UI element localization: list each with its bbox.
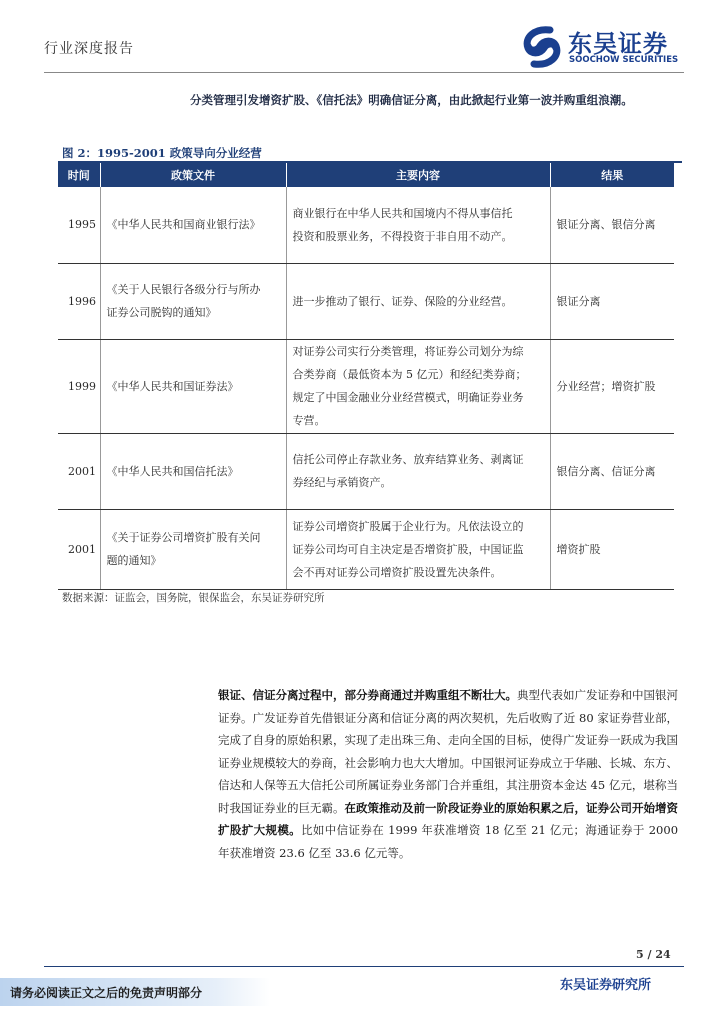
column-header-result: 结果 [550,163,674,187]
text-line: 《中华人民共和国商业银行法》 [106,218,261,232]
row-year: 2001 [58,509,100,589]
row-main-content [286,509,550,589]
text-line: 对证券公司实行分类管理，将证券公司划分为综 [292,345,524,358]
text-line: 题的通知》 [106,554,162,567]
disclaimer-text: 请务必阅读正文之后的免责声明部分 [10,986,203,1000]
text-line: 证券公司增资扩股属于企业行为。凡依法设立的 [292,519,524,533]
figure-title: 图 2：1995-2001 政策导向分业经营 [62,146,262,160]
text-line: 会不再对证券公司增资扩股设置先决条件。 [292,565,502,579]
text-line: 进一步推动了银行、证券、保险的分业经营。 [292,294,513,308]
emphasis-sentence: 银证、信证分离过程中，部分券商通过并购重组不断壮大。 [218,688,517,702]
row-policy-document [100,187,286,263]
table-row [58,187,674,263]
column-header-policy: 政策文件 [100,163,286,187]
body-paragraph [218,684,678,864]
row-main-content [286,187,550,263]
table-row [58,509,674,589]
row-result [550,509,674,589]
row-year: 1999 [58,339,100,433]
text-line: 银证分离、银信分离 [556,218,656,232]
text-line: 银证分离 [556,294,601,308]
row-policy-document [100,263,286,339]
logo-english-name: SOOCHOW SECURITIES [569,55,679,65]
row-result [550,339,674,433]
body-text-segment: 比如中信证券在 1999 年获准增资 18 亿至 21 亿元；海通证券于 2000 年获准增资 23.6 亿至 33.6 亿元等。 [218,823,679,860]
text-line: 分业经营；增资扩股 [556,379,656,393]
text-line: 《中华人民共和国证券法》 [106,379,239,393]
text-line: 《关于人民银行各级分行与所办 [106,283,261,296]
row-policy-document [100,433,286,509]
emphasis-sentence: 在政策推动及前一阶段证券业的原始积累之后，证券公司开始增资扩股扩大规模。 [218,800,678,837]
row-main-content [286,433,550,509]
row-main-content [286,339,550,433]
text-line: 投资和股票业务，不得投资于非自用不动产。 [292,229,513,243]
text-line: 证券公司脱钩的通知》 [106,306,217,319]
text-line: 商业银行在中华人民共和国境内不得从事信托 [292,206,513,220]
footer-divider [44,966,684,967]
row-year: 1995 [58,187,100,263]
row-main-content [286,263,550,339]
row-year: 2001 [58,433,100,509]
table-row [58,263,674,339]
data-source-note: 数据来源：证监会，国务院，银保监会，东吴证券研究所 [62,592,325,604]
logo-chinese-name: 东吴证券 [568,30,668,58]
text-line: 增资扩股 [556,542,601,556]
text-line: 《关于证券公司增资扩股有关问 [106,531,261,544]
row-policy-document [100,339,286,433]
policy-table [58,163,674,590]
logo-mark-icon [520,26,564,68]
row-policy-document [100,509,286,589]
company-logo [520,24,680,68]
text-line: 规定了中国金融业分业经营模式，明确证券业务 [292,391,524,404]
page-number: 5 / 24 [636,948,671,961]
text-line: 券经纪与承销资产。 [292,476,392,489]
header-divider [44,72,684,73]
text-line: 证券公司均可自主决定是否增资扩股，中国证监 [292,542,524,556]
text-line: 专营。 [292,414,326,427]
body-text-segment: 典型代表如广发证券和中国银河证券。广发证券首先借银证分离和信证分离的两次契机，先后收购了近 80 家证券营业部，完成了自身的原始积累，实现了走出珠三角、走向全国的目标，使得广发证券一跃成为我国证券业规模较大的券商，社会影响力也大大增加。中国银河证券成立于华融、长城、东方、信达和人保等五大信托公司所属证券业务部门合并重组，其注册资本金达 45 亿元，堪称当时我国证券业的巨无霸。 [218,688,678,815]
column-header-time: 时间 [58,163,100,187]
row-year: 1996 [58,263,100,339]
report-type-label: 行业深度报告 [44,41,134,57]
table-row [58,433,674,509]
research-institute-name: 东吴证券研究所 [560,978,652,993]
row-result [550,187,674,263]
text-line: 合类券商（最低资本为 5 亿元）和经纪类券商； [292,368,527,381]
row-result [550,433,674,509]
lead-sentence: 分类管理引发增资扩股、《信托法》明确信证分离，由此掀起行业第一波并购重组浪潮。 [190,93,633,107]
text-line: 信托公司停止存款业务、放弃结算业务、剥离证 [292,453,524,466]
row-result [550,263,674,339]
text-line: 《中华人民共和国信托法》 [106,464,239,478]
table-row [58,339,674,433]
table-header-row [58,163,674,187]
column-header-content: 主要内容 [286,163,550,187]
text-line: 银信分离、信证分离 [556,464,656,478]
